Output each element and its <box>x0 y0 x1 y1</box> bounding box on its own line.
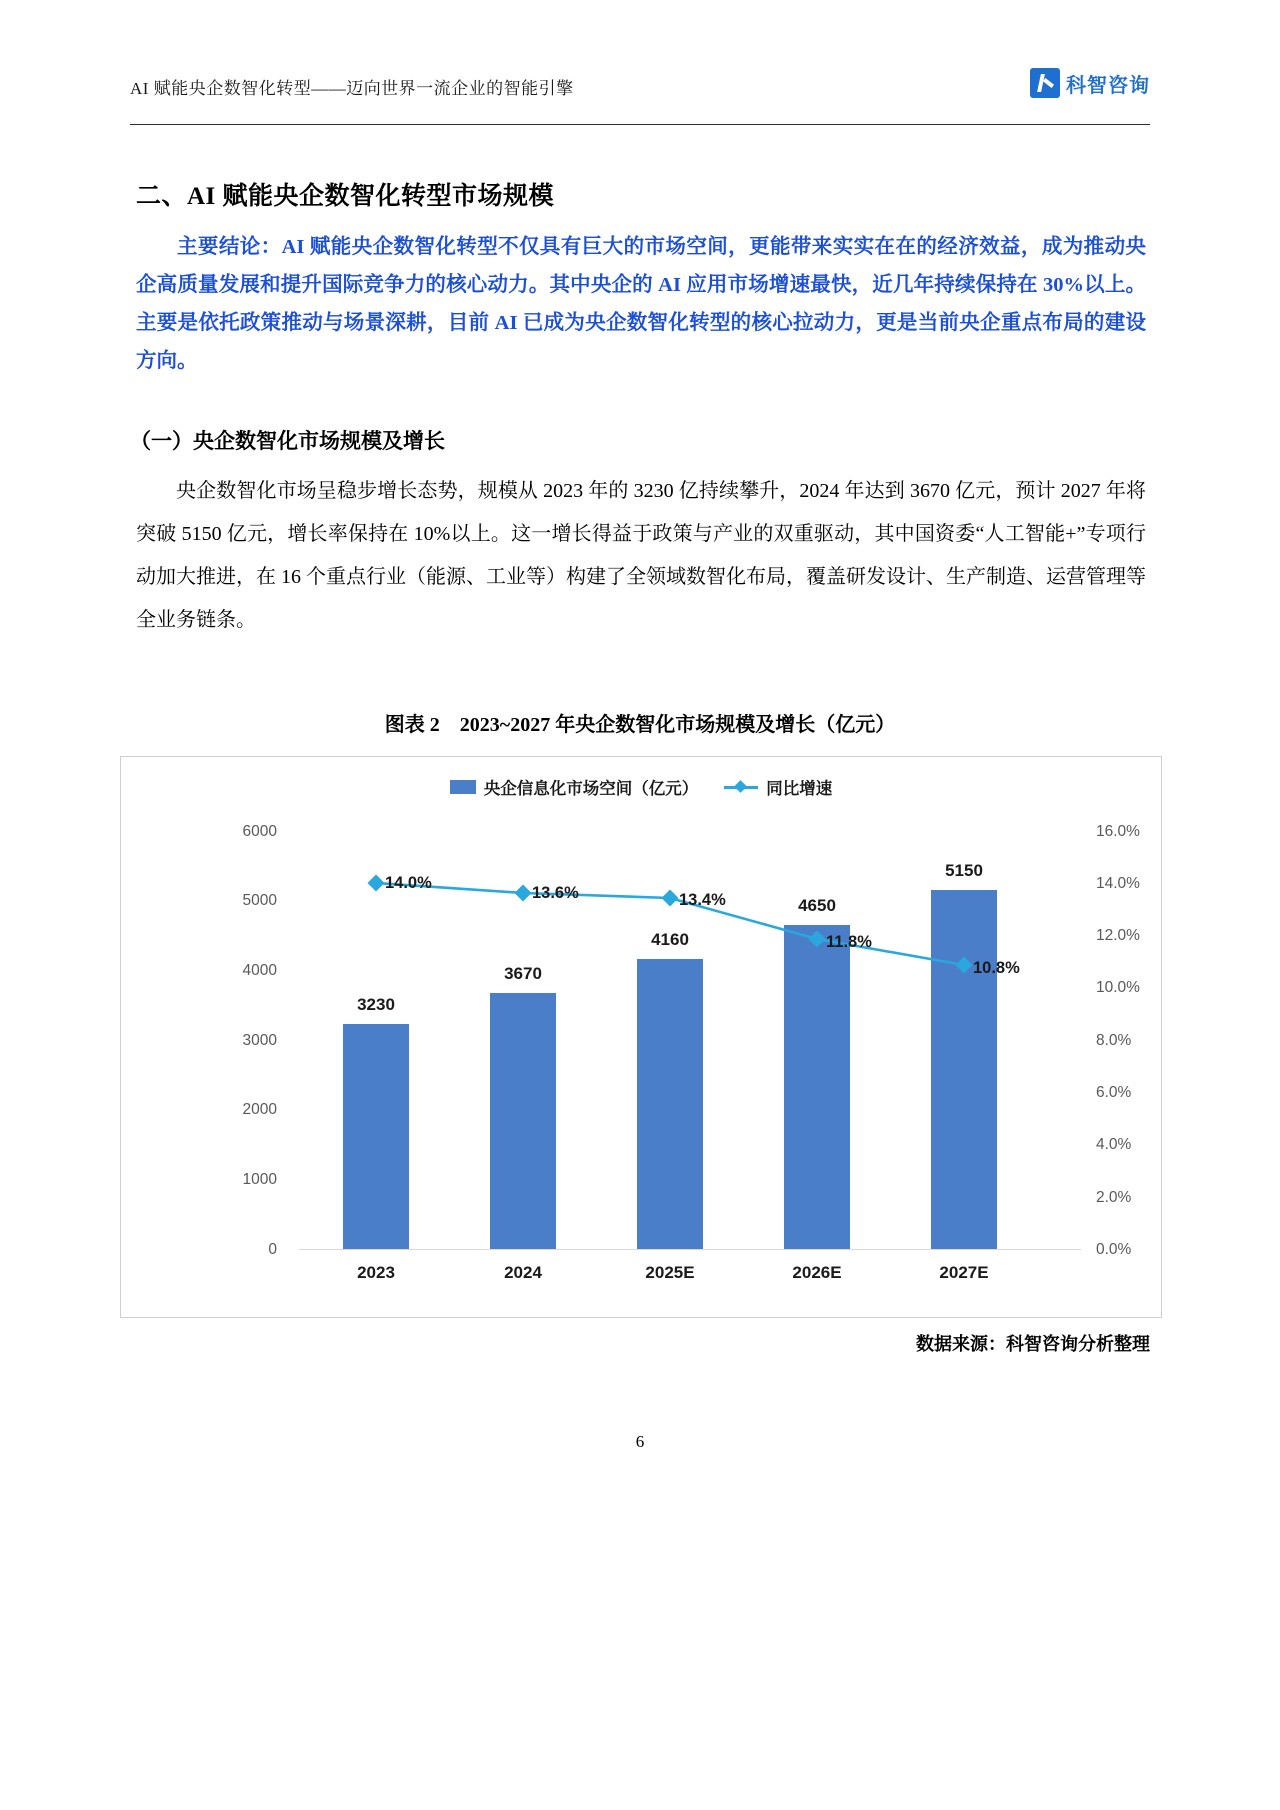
logo-text: 科智咨询 <box>1066 74 1150 97</box>
company-logo <box>1030 66 1150 98</box>
y-right-tick-7: 14.0% <box>1096 875 1140 892</box>
data-source-note: 数据来源：科智咨询分析整理 <box>916 1334 1150 1354</box>
y-left-tick-1: 1000 <box>242 1171 277 1188</box>
y-right-tick-2: 4.0% <box>1096 1136 1132 1153</box>
y-right-tick-0: 0.0% <box>1096 1241 1132 1258</box>
section-title: 二、AI 赋能央企数智化转型市场规模 <box>136 183 555 210</box>
figure-caption: 图表 2 2023~2027 年央企数智化市场规模及增长（亿元） <box>384 714 896 736</box>
x-category-2023: 2023 <box>357 1263 395 1282</box>
x-category-2024: 2024 <box>504 1263 542 1282</box>
y-left-tick-4: 4000 <box>242 962 277 979</box>
header-title: AI 赋能央企数智化转型——迈向世界一流企业的智能引擎 <box>130 79 574 98</box>
x-category-2027E: 2027E <box>939 1263 989 1282</box>
y-left-tick-3: 3000 <box>242 1032 277 1049</box>
bar-value-2023: 3230 <box>357 995 395 1014</box>
bar-value-2025E: 4160 <box>651 930 689 949</box>
y-left-tick-5: 5000 <box>242 892 277 909</box>
chart-container <box>120 756 1162 1318</box>
y-right-tick-4: 8.0% <box>1096 1032 1132 1049</box>
key-conclusion-paragraph: 主要结论：AI 赋能央企数智化转型不仅具有巨大的市场空间，更能带来实实在在的经济效益，成为推动央企高质量发展和提升国际竞争力的核心动力。其中央企的 AI 应用市场增速最快，近几年持续保持在 30%以上。主要是依托政策推动与场景深耕，目前 AI 已成为央企数智化转型的核心拉动力，更是当前央企重点布局的建设方向。 <box>136 236 1146 372</box>
y-right-tick-6: 12.0% <box>1096 927 1140 944</box>
pct-value-2024: 13.6% <box>532 884 579 902</box>
page-header <box>130 66 1150 125</box>
pct-value-2026E: 11.8% <box>826 933 872 951</box>
y-right-tick-1: 2.0% <box>1096 1189 1132 1206</box>
bar-value-2026E: 4650 <box>798 896 836 915</box>
bar-value-2027E: 5150 <box>945 861 983 880</box>
legend-bar-label: 央企信息化市场空间（亿元） <box>483 780 699 798</box>
subsection-title: （一）央企数智化市场规模及增长 <box>130 429 445 453</box>
bar-value-2024: 3670 <box>504 964 542 983</box>
logo-mark-icon <box>1030 68 1060 98</box>
y-right-tick-3: 6.0% <box>1096 1084 1132 1101</box>
body-paragraph: 央企数智化市场呈稳步增长态势，规模从 2023 年的 3230 亿持续攀升，2024 年达到 3670 亿元，预计 2027 年将突破 5150 亿元，增长率保持在 10%以上。这一增长得益于政策与产业的双重驱动，其中国资委“人工智能+”专项行动加大推进，在 16 个重点行业（能源、工业等）构建了全领域数智化布局，覆盖研发设计、生产制造、运营管理等全业务链条。 <box>136 480 1146 631</box>
y-left-tick-6: 6000 <box>242 823 277 840</box>
chart-plot-area <box>121 757 1161 1317</box>
legend-line-label: 同比增速 <box>766 780 833 798</box>
pct-value-2023: 14.0% <box>385 874 432 892</box>
pct-value-2025E: 13.4% <box>679 891 726 909</box>
y-right-tick-8: 16.0% <box>1096 823 1140 840</box>
y-left-tick-0: 0 <box>268 1241 277 1258</box>
pct-value-2027E: 10.8% <box>973 959 1020 977</box>
y-right-tick-5: 10.0% <box>1096 979 1140 996</box>
growth-rate-line-series <box>121 757 1161 1317</box>
x-category-2026E: 2026E <box>792 1263 842 1282</box>
x-category-2025E: 2025E <box>645 1263 695 1282</box>
y-left-tick-2: 2000 <box>242 1101 277 1118</box>
page-number: 6 <box>635 1432 645 1451</box>
